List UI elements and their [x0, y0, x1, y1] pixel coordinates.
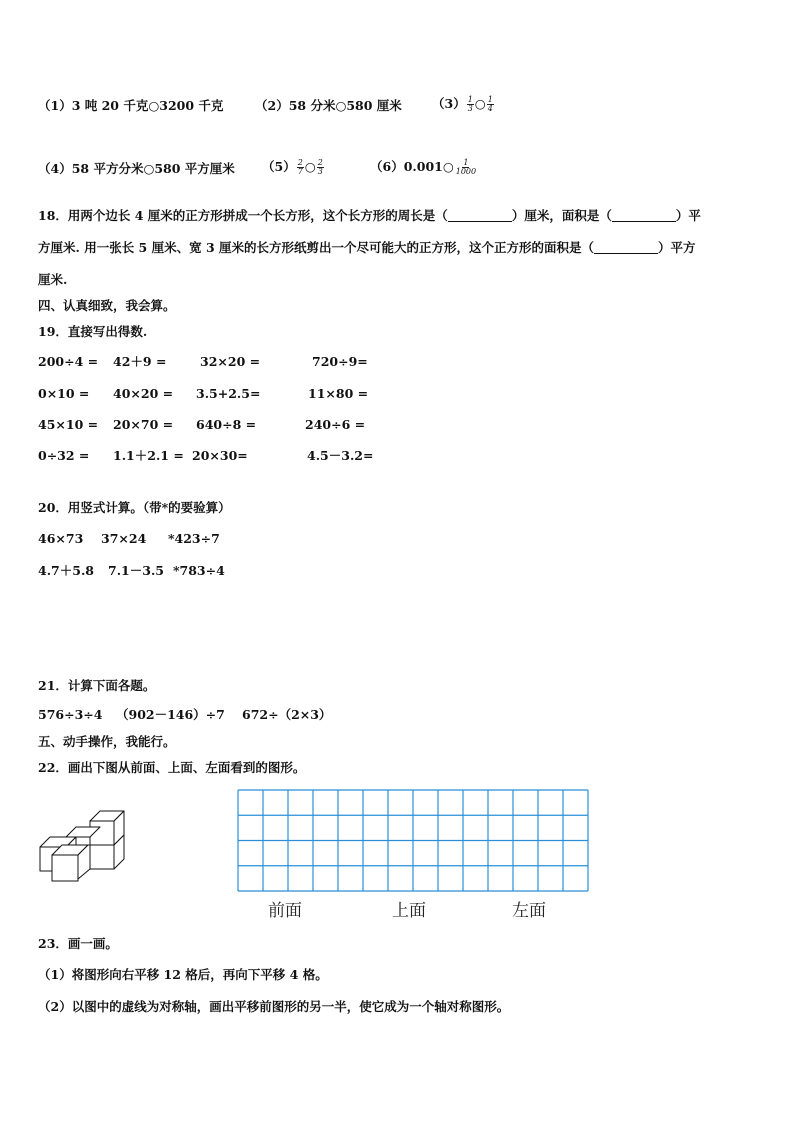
q19-r3-c3: 640÷8 = [196, 417, 257, 432]
compare-item-5-prefix: （5） [262, 159, 296, 174]
q19-r2-c2: 40×20 = [113, 386, 174, 401]
q19-r3-c4: 240÷6 = [305, 417, 366, 432]
compare-circle: ○ [474, 96, 486, 111]
q19-r3-c1: 45×10 = [38, 417, 99, 432]
q23-title: 23．画一画。 [38, 936, 118, 951]
compare-item-3-prefix: （3） [432, 96, 466, 111]
compare-circle: ○ [304, 159, 316, 174]
q21-item-3: 672÷（2×3） [242, 707, 332, 722]
cube-stack-figure [36, 803, 132, 885]
compare-item-6-prefix: （6）0.001○ [370, 159, 454, 174]
fraction-1-3: $\frac{1}{3}$ [467, 95, 473, 113]
q19-r2-c1: 0×10 = [38, 386, 90, 401]
compare-item-1: （1）3 吨 20 千克○3200 千克 [38, 98, 224, 113]
q21-item-1: 576÷3÷4 [38, 707, 103, 722]
q20-r1-c1: 46×73 [38, 531, 84, 546]
q19-r4-c1: 0÷32 = [38, 448, 90, 463]
answer-blank[interactable] [448, 209, 512, 222]
q20-r1-c3: *423÷7 [168, 531, 220, 546]
q20-title: 20．用竖式计算。（带*的要验算） [38, 500, 231, 515]
q19-r2-c3: 3.5+2.5= [196, 386, 261, 401]
q19-r4-c4: 4.5－3.2= [307, 448, 374, 463]
compare-item-5 [262, 159, 325, 176]
q21-item-2: （902－146）÷7 [116, 707, 225, 722]
q22-title: 22．画出下图从前面、上面、左面看到的图形。 [38, 760, 306, 775]
q23-part-2: （2）以图中的虚线为对称轴，画出平移前图形的另一半，使它成为一个轴对称图形。 [38, 999, 510, 1014]
q19-r4-c3: 20×30= [192, 448, 248, 463]
section-5-heading: 五、动手操作，我能行。 [38, 734, 176, 749]
fraction-1-4: $\frac{1}{4}$ [487, 95, 493, 113]
q19-r3-c2: 20×70 = [113, 417, 174, 432]
q20-r2-c2: 7.1－3.5 [108, 563, 164, 578]
q20-r2-c1: 4.7＋5.8 [38, 563, 94, 578]
cube-front-face [90, 845, 114, 869]
q23-part-1: （1）将图形向右平移 12 格后，再向下平移 4 格。 [38, 967, 328, 982]
fraction-2-3: $\frac{2}{3}$ [317, 158, 323, 176]
section-4-heading: 四、认真细致，我会算。 [38, 298, 176, 313]
q20-r2-c3: *783÷4 [173, 563, 225, 578]
q18-line-1: 18．用两个边长 4 厘米的正方形拼成一个长方形，这个长方形的周长是（ ）厘米，面积是（ ）平 [38, 208, 701, 223]
q20-r1-c2: 37×24 [101, 531, 147, 546]
label-front-view: 前面 [268, 901, 302, 921]
cube-front-face [52, 855, 78, 881]
compare-item-6 [370, 159, 478, 176]
q19-r1-c1: 200÷4 = [38, 354, 99, 369]
q19-r1-c2: 42＋9 = [113, 354, 167, 369]
answer-blank[interactable] [594, 241, 658, 254]
compare-item-3 [432, 96, 495, 113]
label-left-view: 左面 [512, 901, 546, 921]
fraction-1-1000: $\frac{1}{1000}$ [455, 158, 477, 176]
drawing-grid[interactable] [237, 789, 589, 892]
q19-r1-c3: 32×20 = [200, 354, 261, 369]
compare-item-4: （4）58 平方分米○580 平方厘米 [38, 161, 235, 176]
q18-line-3: 厘米. [38, 272, 68, 287]
fraction-2-7: $\frac{2}{7}$ [297, 158, 303, 176]
q19-r1-c4: 720÷9= [312, 354, 368, 369]
q19-r2-c4: 11×80 = [308, 386, 369, 401]
answer-blank[interactable] [612, 209, 676, 222]
compare-item-2: （2）58 分米○580 厘米 [255, 98, 402, 113]
label-top-view: 上面 [392, 901, 426, 921]
q18-line-2: 方厘米. 用一张长 5 厘米、宽 3 厘米的长方形纸剪出一个尽可能大的正方形，这个正方形的面积是（ ）平方 [38, 240, 696, 255]
q19-title: 19．直接写出得数. [38, 324, 148, 339]
q19-r4-c2: 1.1＋2.1 = [113, 448, 184, 463]
q21-title: 21．计算下面各题。 [38, 678, 156, 693]
